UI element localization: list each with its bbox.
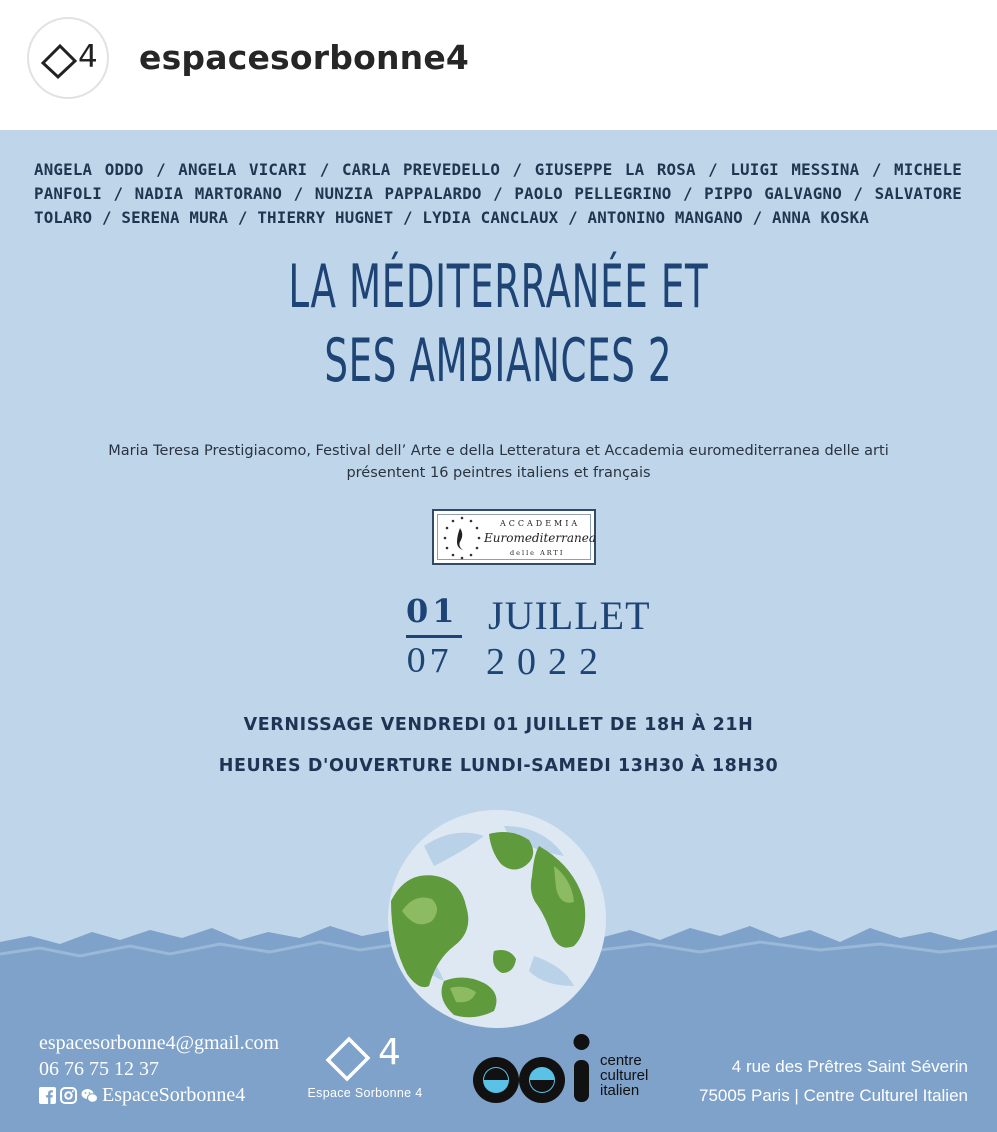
academy-logo-line-1: ACCADEMIA (500, 519, 581, 528)
cci-line-1: centre (600, 1052, 642, 1069)
contact-phone[interactable]: 06 76 75 12 37 (39, 1058, 159, 1080)
espace-sorbonne-footer-logo (306, 1030, 424, 1100)
address-line-2: 75005 Paris | Centre Culturel Italien (698, 1086, 968, 1105)
date-month-number: 07 (406, 642, 453, 680)
cci-line-3: italien (600, 1082, 640, 1099)
presenters-line-2: présentent 16 peintres italiens et français (346, 465, 651, 481)
espace-sorbonne-logo-icon (29, 19, 111, 101)
post-header (0, 0, 997, 130)
exhibition-title (189, 250, 807, 398)
academy-logo-line-3: delle ARTI (510, 549, 565, 557)
venue-address (699, 1052, 968, 1110)
cci-logo-icon (470, 1030, 600, 1110)
social-handle[interactable]: EspaceSorbonne4 (102, 1084, 246, 1106)
facebook-icon[interactable] (39, 1087, 56, 1104)
academy-logo (432, 509, 596, 565)
cci-logo-text (600, 1053, 648, 1098)
footer-logo-number: 4 (378, 1032, 401, 1073)
address-line-1: 4 rue des Prêtres Saint Séverin (731, 1057, 968, 1076)
account-name[interactable]: espacesorbonne4 (139, 38, 470, 77)
title-line-1: LA MÉDITERRANÉE ET (288, 252, 709, 322)
event-poster (0, 130, 997, 1132)
instagram-icon[interactable] (60, 1087, 77, 1104)
presenters-line-1: Maria Teresa Prestigiacomo, Festival dell’ Arte e della Letteratura et Accademia euromediterranea delle arti (108, 443, 889, 459)
vernissage-info: VERNISSAGE VENDREDI 01 JUILLET DE 18H À 21H (243, 715, 754, 735)
avatar[interactable] (27, 17, 109, 99)
contact-email[interactable]: espacesorbonne4@gmail.com (39, 1032, 280, 1054)
presenters-text (0, 440, 997, 484)
title-line-2: SES AMBIANCES 2 (324, 326, 673, 396)
date-month: JUILLET (488, 593, 651, 638)
espace-sorbonne-logo-icon (306, 1030, 424, 1086)
date-year: 2022 (486, 641, 610, 683)
footer-logo-label: Espace Sorbonne 4 (307, 1086, 423, 1100)
academy-emblem-icon (440, 514, 484, 562)
date-day: 01 (406, 592, 459, 630)
social-row (39, 1082, 279, 1108)
date-divider (406, 635, 462, 638)
contact-info (39, 1030, 279, 1108)
avatar-number: 4 (78, 39, 98, 75)
academy-logo-line-2: Euromediterranea (484, 531, 596, 545)
artist-list: ANGELA ODDO / ANGELA VICARI / CARLA PREVEDELLO / GIUSEPPE LA ROSA / LUIGI MESSINA / MICHELE PANFOLI / NADIA MARTORANO / NUNZIA PAPPALARDO / PAOLO PELLEGRINO / PIPPO GALVAGNO / SALVATORE TOLARO / SERENA MURA / THIERRY HUGNET / LYDIA CANCLAUX / ANTONINO MANGANO / ANNA KOSKA (34, 160, 962, 227)
opening-hours: HEURES D'OUVERTURE LUNDI-SAMEDI 13H30 À 18H30 (218, 756, 779, 776)
wechat-icon[interactable] (81, 1087, 98, 1104)
cci-line-2: culturel (600, 1067, 649, 1084)
globe-illustration (384, 806, 610, 1032)
